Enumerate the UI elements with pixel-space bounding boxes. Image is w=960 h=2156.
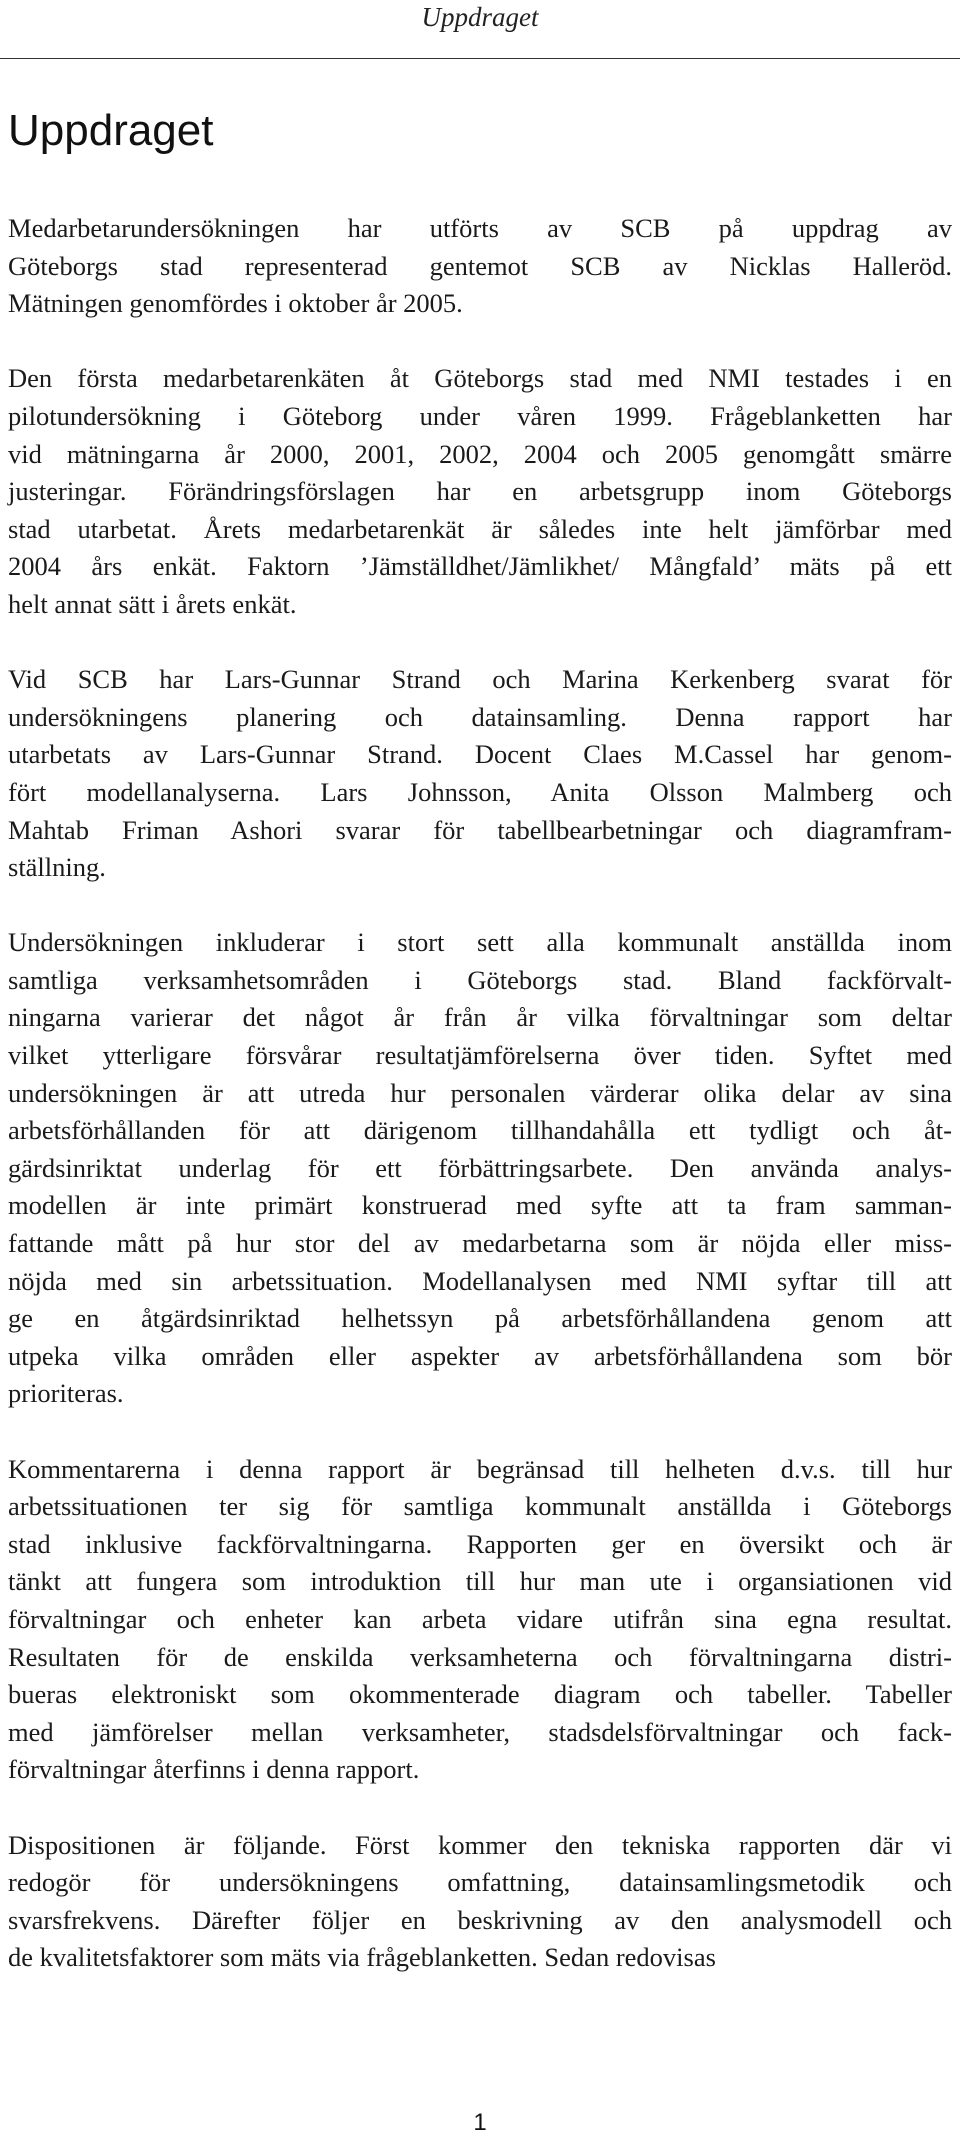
paragraph	[8, 661, 952, 887]
header-rule	[0, 58, 960, 59]
text-line: justeringar. Förändringsförslagen har en arbetsgrupp inom Göteborgs	[8, 476, 952, 507]
text-line: utarbetats av Lars-Gunnar Strand. Docent Claes M.Cassel har genom-	[8, 739, 952, 770]
page-number: 1	[473, 2109, 487, 2136]
body-text	[8, 210, 952, 2015]
text-line: Resultaten för de enskilda verksamheterna och förvaltningarna distri-	[8, 1641, 952, 1672]
text-line: 2004 års enkät. Faktorn ’Jämställdhet/Jämlikhet/ Mångfald’ mäts på ett	[8, 551, 952, 582]
text-line: förvaltningar och enheter kan arbeta vidare utifrån sina egna resultat.	[8, 1603, 952, 1634]
text-line: Den första medarbetarenkäten åt Göteborgs stad med NMI testades i en	[8, 363, 952, 394]
text-line: nöjda med sin arbetssituation. Modellanalysen med NMI syftar till att	[8, 1265, 952, 1296]
text-line: bueras elektroniskt som okommenterade diagram och tabeller. Tabeller	[8, 1679, 952, 1710]
text-line: undersökningens planering och datainsamling. Denna rapport har	[8, 701, 952, 732]
text-line: helt annat sätt i årets enkät.	[8, 588, 297, 619]
text-line: prioriteras.	[8, 1378, 124, 1409]
text-line: tänkt att fungera som introduktion till hur man ute i organsiationen vid	[8, 1566, 952, 1597]
text-line: Mätningen genomfördes i oktober år 2005.	[8, 288, 463, 319]
text-line: med jämförelser mellan verksamheter, stadsdelsförvaltningar och fack-	[8, 1716, 952, 1747]
text-line: Vid SCB har Lars-Gunnar Strand och Marina Kerkenberg svarat för	[8, 664, 952, 695]
text-line: vid mätningarna år 2000, 2001, 2002, 2004 och 2005 genomgått smärre	[8, 438, 952, 469]
text-line: ningarna varierar det något år från år vilka förvaltningar som deltar	[8, 1002, 952, 1033]
text-line: pilotundersökning i Göteborg under våren 1999. Frågeblanketten har	[8, 400, 952, 431]
text-line: stad utarbetat. Årets medarbetarenkät är således inte helt jämförbar med	[8, 513, 952, 544]
running-header	[0, 0, 960, 50]
text-line: Undersökningen inkluderar i stort sett alla kommunalt anställda inom	[8, 927, 952, 958]
page-title: Uppdraget	[8, 106, 214, 155]
text-line: Dispositionen är följande. Först kommer den tekniska rapporten där vi	[8, 1829, 952, 1860]
text-line: utpeka vilka områden eller aspekter av arbetsförhållandena som bör	[8, 1340, 952, 1371]
text-line: samtliga verksamhetsområden i Göteborgs stad. Bland fackförvalt-	[8, 964, 952, 995]
text-line: fört modellanalyserna. Lars Johnsson, Anita Olsson Malmberg och	[8, 776, 952, 807]
text-line: redogör för undersökningens omfattning, datainsamlingsmetodik och	[8, 1867, 952, 1898]
paragraph	[8, 924, 952, 1413]
paragraph	[8, 1827, 952, 1977]
text-line: undersökningen är att utreda hur personalen värderar olika delar av sina	[8, 1077, 952, 1108]
paragraph	[8, 1451, 952, 1789]
text-line: stad inklusive fackförvaltningarna. Rapporten ger en översikt och är	[8, 1528, 952, 1559]
running-header-title: Uppdraget	[421, 2, 539, 32]
paragraph	[8, 360, 952, 623]
text-line: Göteborgs stad representerad gentemot SCB av Nicklas Halleröd.	[8, 250, 952, 281]
text-line: arbetsförhållanden för att därigenom tillhandahålla ett tydligt och åt-	[8, 1115, 952, 1146]
text-line: gärdsinriktat underlag för ett förbättringsarbete. Den använda analys-	[8, 1152, 952, 1183]
paragraph	[8, 210, 952, 323]
text-line: svarsfrekvens. Därefter följer en beskrivning av den analysmodell och	[8, 1904, 952, 1935]
text-line: modellen är inte primärt konstruerad med syfte att ta fram samman-	[8, 1190, 952, 1221]
text-line: ge en åtgärdsinriktad helhetssyn på arbetsförhållandena genom att	[8, 1303, 952, 1334]
text-line: vilket ytterligare försvårar resultatjämförelserna över tiden. Syftet med	[8, 1040, 952, 1071]
text-line: de kvalitetsfaktorer som mäts via frågeblanketten. Sedan redovisas	[8, 1942, 716, 1973]
text-line: arbetssituationen ter sig för samtliga kommunalt anställda i Göteborgs	[8, 1491, 952, 1522]
text-line: förvaltningar återfinns i denna rapport.	[8, 1754, 420, 1785]
text-line: Mahtab Friman Ashori svarar för tabellbearbetningar och diagramfram-	[8, 814, 952, 845]
text-line: fattande mått på hur stor del av medarbetarna som är nöjda eller miss-	[8, 1228, 952, 1259]
text-line: Kommentarerna i denna rapport är begränsad till helheten d.v.s. till hur	[8, 1453, 952, 1484]
text-line: ställning.	[8, 852, 106, 883]
text-line: Medarbetarundersökningen har utförts av SCB på uppdrag av	[8, 213, 952, 243]
